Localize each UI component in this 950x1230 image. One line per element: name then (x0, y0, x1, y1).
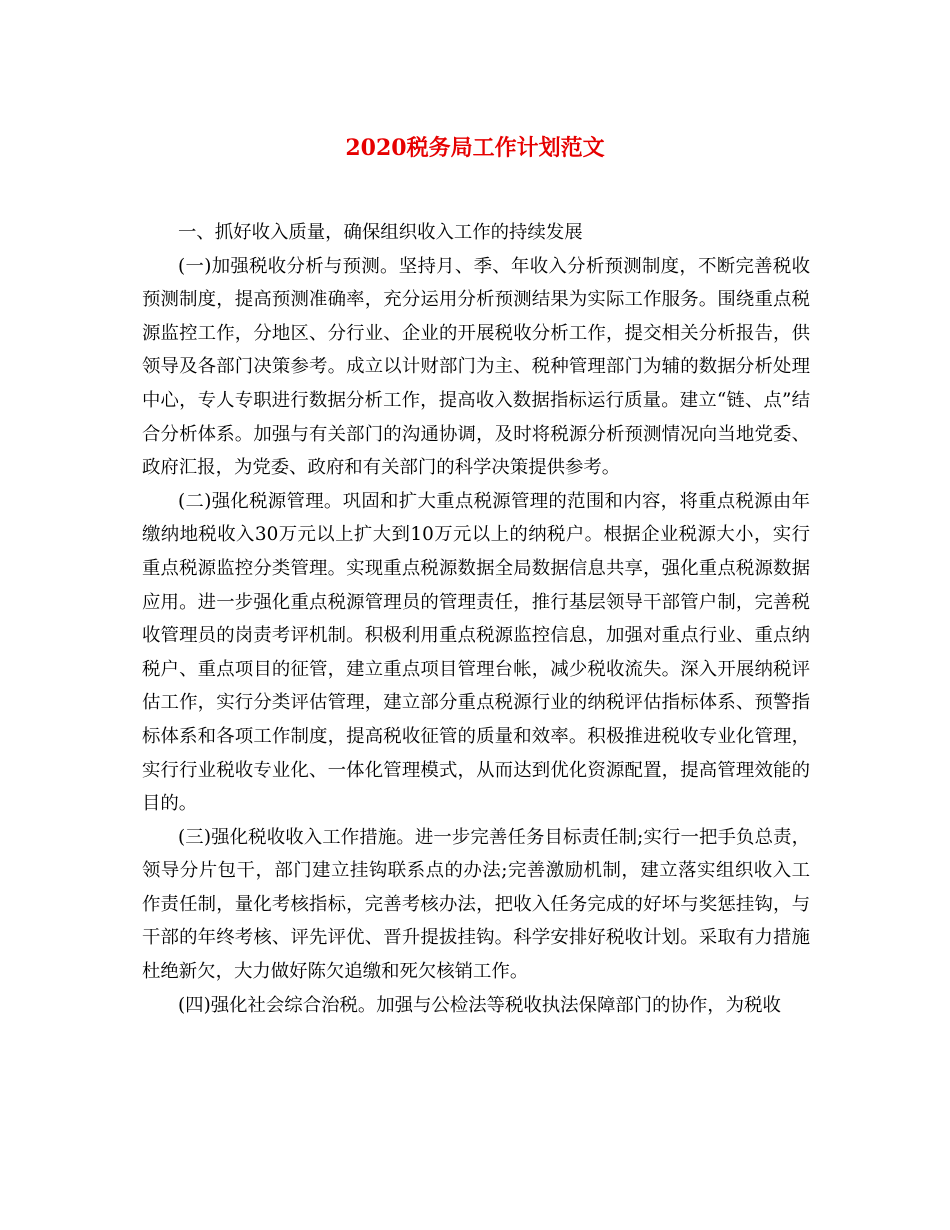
paragraph: (一)加强税收分析与预测。坚持月、季、年收入分析预测制度，不断完善税收预测制度，提高预测准确率，充分运用分析预测结果为实际工作服务。围绕重点税源监控工作，分地区、分行业、企业的开展税收分析工作，提交相关分析报告，供领导及各部门决策参考。成立以计财部门为主、税种管理部门为辅的数据分析处理中心，专人专职进行数据分析工作，提高收入数据指标运行质量。建立“链、点”结合分析体系。加强与有关部门的沟通协调，及时将税源分析预测情况向当地党委、政府汇报，为党委、政府和有关部门的科学决策提供参考。 (142, 255, 810, 479)
paragraph: (二)强化税源管理。巩固和扩大重点税源管理的范围和内容，将重点税源由年缴纳地税收入30万元以上扩大到10万元以上的纳税户。根据企业税源大小，实行重点税源监控分类管理。实现重点税源数据全局数据信息共享，强化重点税源数据应用。进一步强化重点税源管理员的管理责任，推行基层领导干部管户制，完善税收管理员的岗责考评机制。积极利用重点税源监控信息，加强对重点行业、重点纳税户、重点项目的征管，建立重点项目管理台帐，减少税收流失。深入开展纳税评估工作，实行分类评估管理，建立部分重点税源行业的纳税评估指标体系、预警指标体系和各项工作制度，提高税收征管的质量和效率。积极推进税收专业化管理，实行行业税收专业化、一体化管理模式，从而达到优化资源配置，提高管理效能的目的。 (142, 490, 810, 815)
document-title: 2020税务局工作计划范文 (345, 135, 605, 161)
section-heading: 一、抓好收入质量，确保组织收入工作的持续发展 (178, 222, 583, 243)
paragraph: (四)强化社会综合治税。加强与公检法等税收执法保障部门的协作，为税收 (178, 994, 781, 1016)
paragraph: (三)强化税收收入工作措施。进一步完善任务目标责任制;实行一把手负总责，领导分片包干，部门建立挂钩联系点的办法;完善激励机制，建立落实组织收入工作责任制，量化考核指标，完善考核办法，把收入任务完成的好坏与奖惩挂钩，与干部的年终考核、评先评优、晋升提拔挂钩。科学安排好税收计划。采取有力措施杜绝新欠，大力做好陈欠追缴和死欠核销工作。 (142, 826, 810, 983)
document-body (142, 216, 810, 1022)
